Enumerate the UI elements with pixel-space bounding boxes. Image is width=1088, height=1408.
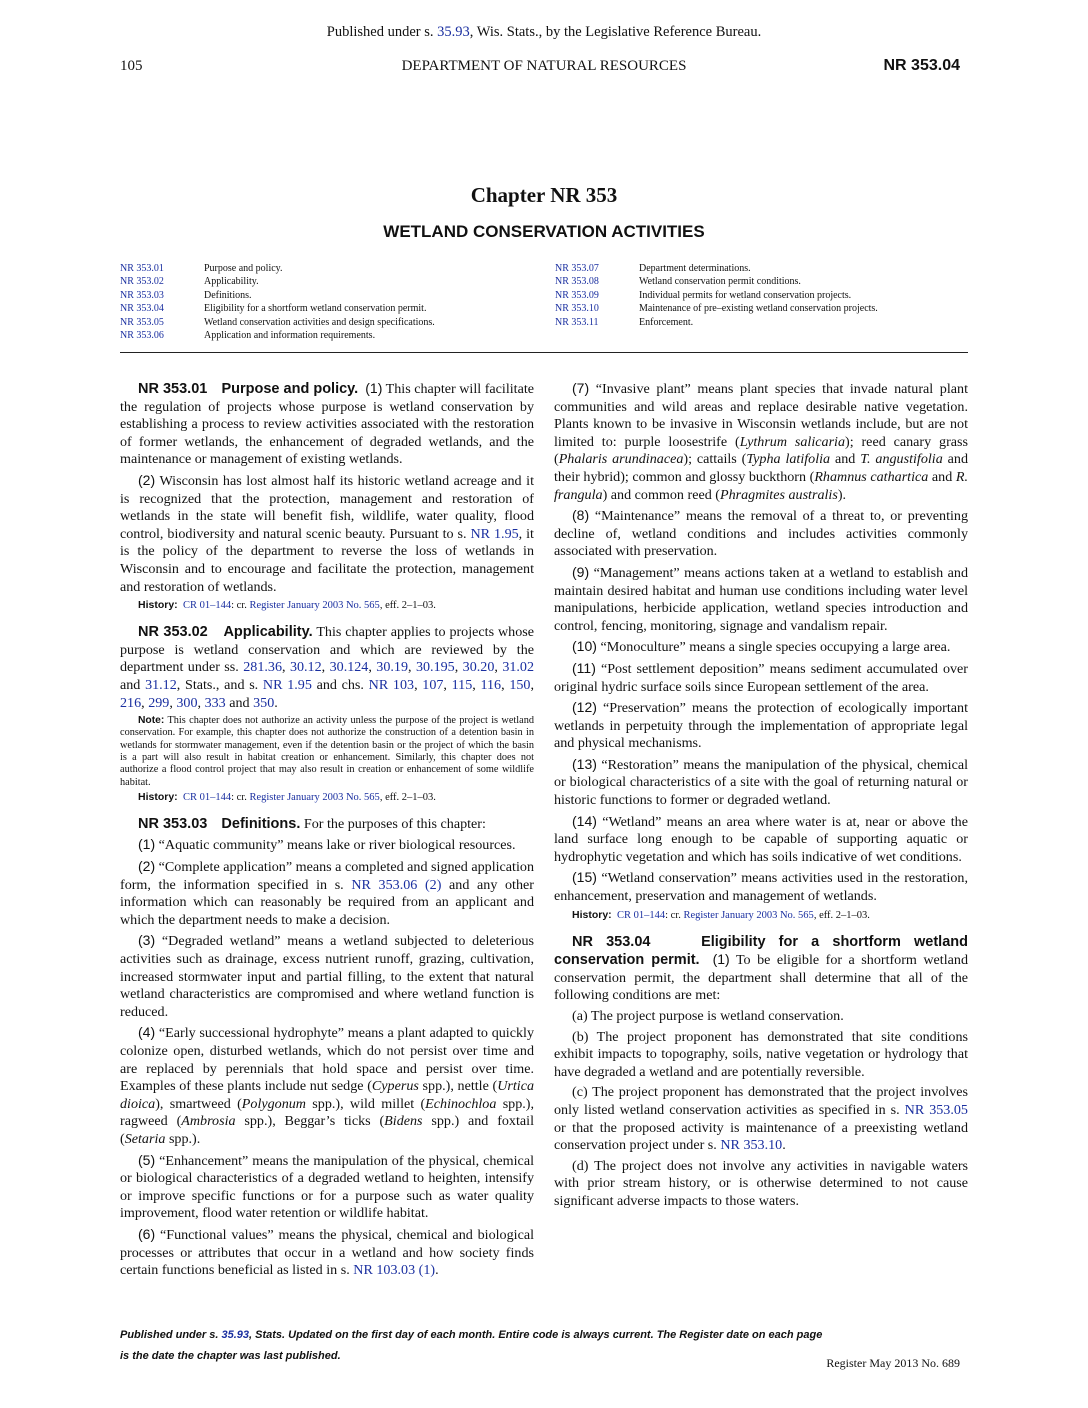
condition-b bbox=[554, 1029, 968, 1082]
condition-c bbox=[554, 1084, 968, 1154]
subsection-number: (1) bbox=[712, 951, 730, 968]
definition-text: spp.), ragweed ( bbox=[120, 1095, 535, 1130]
subsection-number: (11) bbox=[572, 659, 596, 676]
species-name: Ambrosia bbox=[181, 1113, 236, 1130]
toc-link[interactable]: NR 353.08 bbox=[555, 276, 599, 288]
species-name: Typha latifolia bbox=[746, 451, 831, 468]
page-number: 105 bbox=[120, 58, 143, 74]
toc-item[interactable] bbox=[120, 302, 435, 315]
statute-link[interactable]: 30.195 bbox=[415, 659, 455, 676]
definition-text: ), smartweed ( bbox=[155, 1095, 242, 1112]
history-text: : cr. bbox=[231, 600, 247, 612]
history-text-end: , eff. 2–1–03. bbox=[379, 600, 436, 612]
condition-text: (b) The project proponent has demonstrated that site conditions exhibit impacts to topography, soils, native vegetation or hydrology that have degraded a wetland and are potentially reversible. bbox=[554, 1028, 968, 1080]
paragraph-text: , it is the policy of the department to reverse the loss of wetlands in Wisconsin and to encourage and facilitate the protection, management and restoration of wetlands. bbox=[120, 525, 534, 595]
definition-11 bbox=[554, 660, 968, 696]
toc-link[interactable]: NR 353.04 bbox=[120, 303, 164, 315]
connector-text: and bbox=[229, 694, 250, 711]
definition-text: ). bbox=[837, 486, 847, 503]
section-number: NR 353.03 bbox=[138, 815, 208, 832]
toc-item[interactable] bbox=[120, 275, 435, 288]
subsection-number: (12) bbox=[572, 699, 597, 716]
link-nr-353-06-2[interactable]: NR 353.06 (2) bbox=[351, 876, 442, 893]
subsection-number: (2) bbox=[138, 858, 156, 875]
publication-notice bbox=[0, 24, 1088, 41]
definition-text: “Monoculture” means a single species occupying a large area. bbox=[600, 639, 951, 656]
footer-text: , Stats. Updated on the first day of each month. Entire code is always current. The Register date on each page bbox=[249, 1329, 823, 1341]
definition-text: “Post settlement deposition” means sediment accumulated over original hydric surface soils since European settlement of the area. bbox=[554, 660, 968, 695]
toc-link[interactable]: NR 353.05 bbox=[120, 316, 164, 328]
history-cr-link[interactable]: CR 01–144 bbox=[182, 600, 232, 612]
subsection-number: (7) bbox=[572, 380, 590, 396]
species-name: R. frangula bbox=[554, 468, 968, 503]
link-nr-1-95[interactable]: NR 1.95 bbox=[470, 525, 519, 542]
history-register-link[interactable]: Register January 2003 No. 565 bbox=[249, 791, 380, 803]
subsection-number: (5) bbox=[138, 1151, 156, 1168]
toc-label: Purpose and policy. bbox=[204, 263, 283, 274]
toc-label: Maintenance of pre–existing wetland conservation projects. bbox=[639, 303, 878, 315]
definition-text: “Enhancement” means the manipulation of the physical, chemical or biological characteristics of a degraded wetland to heighten, intensify or improve specific functions or for a purpose such as water quality improvement, flood water retention or wildlife habitat. bbox=[120, 1152, 534, 1222]
toc-item[interactable] bbox=[555, 262, 878, 275]
history-note bbox=[554, 909, 968, 922]
definition-5 bbox=[120, 1152, 534, 1223]
definition-13 bbox=[554, 756, 968, 810]
toc-left bbox=[120, 262, 435, 342]
toc-label: Applicability. bbox=[204, 276, 259, 288]
definition-4 bbox=[120, 1024, 534, 1148]
definition-text: and their hybrid); common and glossy buckthorn ( bbox=[554, 451, 968, 485]
toc-link[interactable]: NR 353.10 bbox=[555, 303, 599, 315]
section-353-01-p1 bbox=[120, 380, 534, 469]
definition-text: “Wetland conservation” means activities used in the restoration, enhancement, preservation and management of wetlands. bbox=[554, 870, 969, 905]
definition-text: ) and common reed ( bbox=[602, 486, 720, 503]
toc-link[interactable]: NR 353.02 bbox=[120, 276, 164, 288]
punctuation: . bbox=[274, 694, 278, 711]
note-label: Note: bbox=[138, 715, 165, 727]
history-note bbox=[120, 791, 534, 804]
punctuation: . bbox=[435, 1262, 439, 1279]
definition-text: and bbox=[830, 451, 861, 468]
footer-line-2: is the date the chapter was last published. bbox=[120, 1350, 341, 1362]
history-text: : cr. bbox=[231, 791, 247, 803]
definition-text: “Functional values” means the physical, chemical and biological processes or attributes that occur in a wetland and how society finds certain functions beneficial as listed in s. bbox=[120, 1226, 534, 1279]
publication-notice-text-end: , Wis. Stats., by the Legislative Reference Bureau. bbox=[469, 24, 762, 40]
species-name: Urtica dioica bbox=[120, 1078, 534, 1112]
definition-text: “Complete application” means a completed and signed application form, the information specified in s. bbox=[120, 859, 534, 893]
condition-text: or that the proposed activity is maintenance of a preexisting wetland conservation project under s. bbox=[554, 1119, 968, 1154]
condition-d bbox=[554, 1158, 968, 1211]
subsection-number: (2) bbox=[138, 471, 156, 488]
history-note bbox=[120, 599, 534, 612]
chapter-link[interactable]: 115 bbox=[451, 676, 473, 693]
section-title: Eligibility for a shortform wetland conservation permit. bbox=[554, 933, 968, 969]
footer-line-1 bbox=[120, 1329, 822, 1341]
species-name: T. angustifolia bbox=[860, 451, 943, 468]
paragraph-text: To be eligible for a shortform wetland conservation permit, the department shall determine that all of the following conditions are met: bbox=[554, 952, 968, 1004]
definition-text: ); reed canary grass ( bbox=[554, 433, 968, 468]
toc-link[interactable]: NR 353.03 bbox=[120, 289, 164, 301]
section-title: Purpose and policy. bbox=[221, 381, 359, 397]
statute-link[interactable]: 30.124 bbox=[329, 659, 369, 676]
condition-text: (d) The project does not involve any activities in navigable waters with prior stream history, or is otherwise determined to not cause significant adverse impacts to those waters. bbox=[554, 1157, 968, 1209]
definition-1 bbox=[120, 836, 534, 855]
history-label: History: bbox=[138, 599, 178, 612]
species-name: Bidens bbox=[384, 1113, 423, 1130]
definition-9 bbox=[554, 564, 968, 635]
register-date: Register May 2013 No. 689 bbox=[826, 1356, 960, 1370]
toc-item[interactable] bbox=[555, 302, 878, 315]
chapter-link[interactable]: 299 bbox=[148, 694, 170, 711]
note bbox=[120, 715, 534, 789]
publication-notice-text: Published under s. bbox=[326, 24, 434, 40]
subsection-number: (8) bbox=[572, 507, 590, 524]
definition-text: spp.), Beggar’s ticks ( bbox=[235, 1113, 385, 1130]
link-nr-103-03-1[interactable]: NR 103.03 (1) bbox=[353, 1262, 436, 1279]
species-name: Rhamnus cathartica bbox=[814, 468, 929, 485]
chapter-link[interactable]: 216 bbox=[120, 694, 142, 711]
species-name: Phalaris arundinacea bbox=[558, 451, 684, 468]
toc-item[interactable] bbox=[120, 262, 435, 275]
chapter-link[interactable]: 116 bbox=[480, 676, 502, 693]
history-register-link[interactable]: Register January 2003 No. 565 bbox=[249, 600, 380, 612]
definition-text: and bbox=[928, 468, 956, 485]
toc-link[interactable]: NR 353.06 bbox=[120, 330, 164, 342]
definition-text: “Restoration” means the manipulation of the physical, chemical or biological characteristics of a site with the goal of returning natural or historic functions to former or degraded wetland. bbox=[554, 756, 968, 809]
toc-label: Enforcement. bbox=[639, 316, 694, 328]
section-title: Definitions. bbox=[221, 815, 301, 832]
toc-label: Individual permits for wetland conservation projects. bbox=[639, 289, 852, 301]
toc-item[interactable] bbox=[120, 316, 435, 329]
statute-link[interactable]: 30.20 bbox=[462, 659, 495, 676]
chapter-link[interactable]: 150 bbox=[509, 676, 531, 693]
toc-label: Department determinations. bbox=[639, 263, 751, 274]
definition-6 bbox=[120, 1226, 534, 1280]
chapter-link[interactable]: 300 bbox=[176, 694, 198, 711]
species-name: Lythrum salicaria bbox=[739, 433, 846, 450]
subsection-number: (10) bbox=[572, 638, 597, 655]
definition-text: spp.). bbox=[165, 1130, 201, 1147]
statute-link[interactable]: 31.02 bbox=[502, 659, 535, 676]
section-header: NR 353.04 bbox=[883, 57, 960, 74]
chapter-title: Chapter NR 353 bbox=[470, 183, 618, 207]
paragraph-text: For the purposes of this chapter: bbox=[303, 815, 486, 832]
definition-text: “Invasive plant” means plant species that invade natural plant communities and wild areas and replace desirable native vegetation. Plants known to be invasive in Wisconsin wetlands include, but are not limited to: purple loosestrife ( bbox=[554, 381, 968, 450]
definition-15 bbox=[554, 869, 968, 905]
paragraph-text: Wisconsin has lost almost half its historic wetland acreage and it is recognized that the protection, management and restoration of wetlands in the state will benefit fish, wildlife, water quality, flood control, biodiversity and natural scenic beauty. Pursuant to s. bbox=[120, 472, 534, 542]
divider bbox=[120, 352, 968, 353]
section-title: Applicability. bbox=[223, 624, 313, 641]
paragraph-text: and chs. bbox=[316, 676, 364, 693]
definition-text: and any other information which can reasonably be required from an applicant and which the department needs to make a decision. bbox=[120, 876, 534, 928]
subsection-number: (1) bbox=[365, 380, 383, 396]
paragraph-text: This chapter applies to projects whose purpose is wetland conservation and which are reviewed by the department under ss. bbox=[120, 624, 534, 676]
toc-label: Application and information requirements. bbox=[204, 330, 376, 342]
definition-text: “Early successional hydrophyte” means a plant adapted to quickly colonize open, disturbed wetlands, which do not persist over time and are replaced by perennials that hold space and persist over time. Examples of these plants include nut sedge ( bbox=[120, 1025, 534, 1095]
history-label: History: bbox=[572, 908, 612, 921]
definition-text: spp.) and foxtail ( bbox=[120, 1113, 534, 1147]
right-column bbox=[554, 380, 968, 1214]
link-nr-1-95[interactable]: NR 1.95 bbox=[262, 676, 312, 693]
definition-2 bbox=[120, 858, 534, 929]
statute-link[interactable]: 30.19 bbox=[376, 659, 409, 676]
definition-14 bbox=[554, 813, 968, 867]
section-number: NR 353.02 bbox=[138, 624, 208, 641]
definition-8 bbox=[554, 507, 968, 561]
subsection-number: (13) bbox=[572, 755, 597, 772]
toc-item[interactable] bbox=[120, 289, 435, 302]
condition-text: (a) The project purpose is wetland conservation. bbox=[572, 1008, 844, 1024]
paragraph-text: , Stats., and s. bbox=[176, 676, 259, 693]
subsection-number: (3) bbox=[138, 932, 156, 949]
section-353-03-intro bbox=[120, 816, 534, 834]
definition-10 bbox=[554, 638, 968, 657]
definition-7 bbox=[554, 380, 968, 504]
left-column bbox=[120, 380, 534, 1283]
toc-label: Wetland conservation permit conditions. bbox=[639, 276, 801, 288]
toc-item[interactable] bbox=[555, 275, 878, 288]
connector-text: and bbox=[120, 676, 141, 693]
definition-12 bbox=[554, 699, 968, 753]
species-name: Phragmites australis bbox=[719, 486, 838, 503]
definition-text: “Aquatic community” means lake or river biological resources. bbox=[158, 837, 516, 854]
species-name: Echinochloa bbox=[425, 1095, 497, 1112]
subsection-number: (9) bbox=[572, 563, 590, 580]
section-353-01-p2 bbox=[120, 472, 534, 596]
subsection-number: (15) bbox=[572, 869, 597, 886]
species-name: Polygonum bbox=[241, 1095, 306, 1112]
toc-link[interactable]: NR 353.01 bbox=[120, 263, 164, 274]
condition-text: (c) The project proponent has demonstrated that the project involves only listed wetland conservation activities as specified in s. bbox=[554, 1084, 968, 1118]
history-text-end: , eff. 2–1–03. bbox=[813, 909, 870, 921]
toc-label: Eligibility for a shortform wetland conservation permit. bbox=[204, 303, 427, 315]
section-number: NR 353.01 bbox=[138, 381, 208, 397]
species-name: Cyperus bbox=[371, 1078, 419, 1095]
subsection-number: (1) bbox=[138, 836, 156, 853]
subsection-number: (6) bbox=[138, 1225, 156, 1242]
definition-text: “Maintenance” means the removal of a threat to, or preventing decline of, wetland conditions and includes activities commonly associated with preservation. bbox=[554, 508, 968, 560]
definition-text: spp.), wild millet ( bbox=[306, 1095, 426, 1112]
toc-link[interactable]: NR 353.11 bbox=[555, 316, 599, 328]
subsection-number: (14) bbox=[572, 812, 597, 829]
section-number: NR 353.04 bbox=[572, 933, 651, 950]
history-text-end: , eff. 2–1–03. bbox=[379, 791, 436, 803]
definition-text: “Preservation” means the protection of ecologically important wetlands in perpetuity through the implementation of appropriate legal and physical mechanisms. bbox=[554, 700, 969, 752]
history-register-link[interactable]: Register January 2003 No. 565 bbox=[683, 909, 814, 921]
definition-3 bbox=[120, 932, 534, 1021]
toc-item[interactable] bbox=[555, 289, 878, 302]
definition-text: ); cattails ( bbox=[683, 451, 747, 468]
toc-right bbox=[555, 262, 878, 329]
chapter-subtitle: WETLAND CONSERVATION ACTIVITIES bbox=[383, 222, 705, 241]
toc-link[interactable]: NR 353.09 bbox=[555, 289, 599, 301]
note-text: This chapter does not authorize an activity unless the purpose of the project is wetland conservation. For example, this chapter does not authorize the construction of a detention basin in wetlands for stormwater management, even if the detention basin or the project of which the basin is a part will also result in habitat creation or enhancement. Similarly, this chapter does not authorize a flood control project that may also result in creation or enhancement of some wildlife habitat. bbox=[120, 715, 535, 788]
statute-link-35-93[interactable]: 35.93 bbox=[437, 24, 470, 40]
definition-text: “Wetland” means an area where water is at, near or above the land surface long enough to be capable of supporting aquatic or hydrophytic vegetation and which has soils indicative of wet conditions. bbox=[554, 813, 968, 865]
definition-text: spp.), nettle ( bbox=[418, 1078, 498, 1095]
statute-link[interactable]: 30.12 bbox=[289, 659, 322, 676]
condition-a bbox=[554, 1008, 968, 1026]
link-nr-353-10[interactable]: NR 353.10 bbox=[720, 1137, 783, 1154]
toc-link[interactable]: NR 353.07 bbox=[555, 263, 599, 274]
toc-label: Wetland conservation activities and design specifications. bbox=[204, 316, 435, 328]
statute-link[interactable]: 281.36 bbox=[243, 659, 282, 676]
subsection-number: (4) bbox=[138, 1024, 156, 1041]
paragraph-text: This chapter will facilitate the regulation of projects whose purpose is wetland conservation by establishing a process to review activities associated with the restoration of former wetlands, the enhancement of degraded wetlands, and the maintenance or management of existing wetlands. bbox=[120, 381, 534, 468]
toc-label: Definitions. bbox=[204, 289, 252, 301]
footer-statute-link[interactable]: 35.93 bbox=[221, 1329, 249, 1341]
chapter-link[interactable]: NR 103 bbox=[368, 676, 415, 693]
definition-text: “Management” means actions taken at a wetland to establish and maintain desired habitat and human use conditions including water level manipulations, herbicide application, wetland species introduction and control, fencing, monitoring, signage and vandalism repair. bbox=[554, 564, 968, 634]
chapter-link[interactable]: 333 bbox=[204, 694, 226, 711]
toc-item[interactable] bbox=[120, 329, 435, 342]
history-text: : cr. bbox=[665, 909, 681, 921]
definition-text: “Degraded wetland” means a wetland subjected to deleterious activities such as drainage, excess nutrient runoff, grazing, cultivation, increased stormwater input and partial filling, to the extent that natural wetland characteristics are compromised and where wetland function is reduced. bbox=[120, 933, 534, 1020]
link-nr-353-05[interactable]: NR 353.05 bbox=[904, 1101, 968, 1118]
chapter-link[interactable]: 107 bbox=[422, 676, 444, 693]
section-353-02: NR 353.02 Applicability. This chapter applies to projects whose purpose is wetland conservation and which are reviewed by the department under ss. 281.36, 30.12, 30.124, 30.19, 30.195, 30.20, 31.02 and 31.12, Stats., and s. NR 1.95 and chs. NR 103, 107, 115, 116, 150, 216, 299, 300, 333 and 350. bbox=[120, 624, 535, 711]
footer-text: Published under s. bbox=[120, 1329, 219, 1341]
punctuation: . bbox=[782, 1137, 786, 1154]
department-header: DEPARTMENT OF NATURAL RESOURCES bbox=[401, 58, 687, 74]
species-name: Setaria bbox=[124, 1130, 166, 1147]
history-cr-link[interactable]: CR 01–144 bbox=[182, 791, 232, 803]
chapter-link[interactable]: 350 bbox=[253, 694, 275, 711]
section-353-04-p1 bbox=[554, 934, 968, 1005]
toc-item[interactable] bbox=[555, 316, 878, 329]
history-label: History: bbox=[138, 790, 178, 803]
history-cr-link[interactable]: CR 01–144 bbox=[616, 909, 666, 921]
statute-link[interactable]: 31.12 bbox=[145, 676, 177, 693]
